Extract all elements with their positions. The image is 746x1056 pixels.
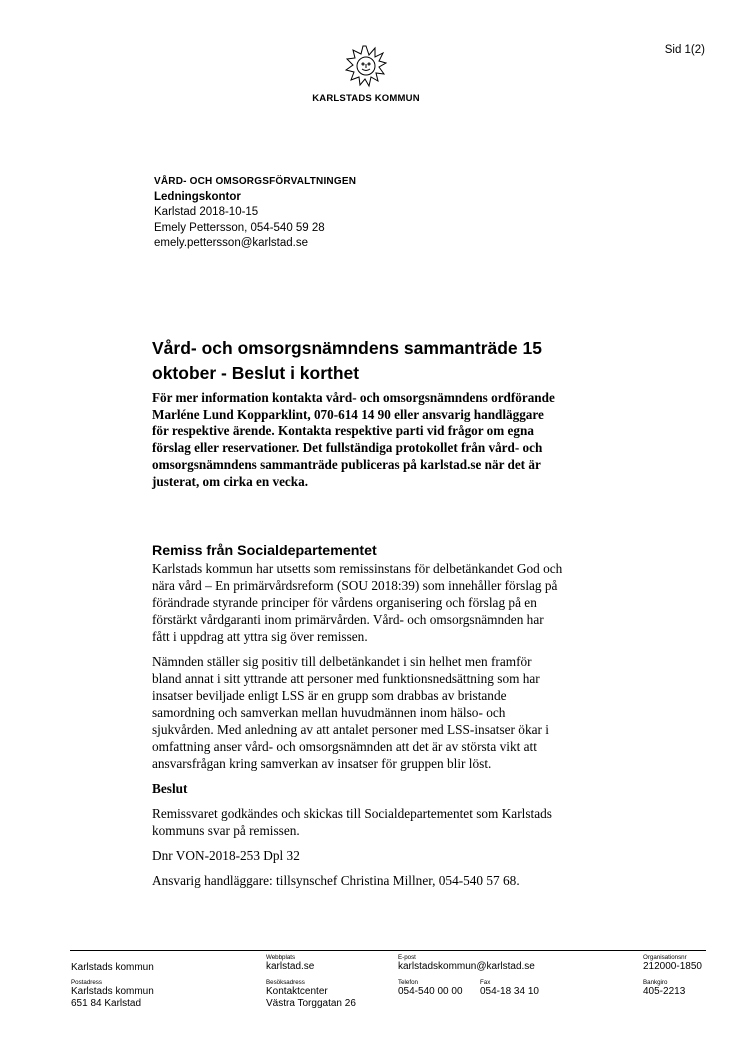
decision-heading: Beslut	[152, 781, 188, 796]
paragraph-line: förstärkt vårdgaranti inom primärvården. Vård- och omsorgsnämnden har	[152, 612, 544, 627]
footer-phone	[398, 979, 463, 998]
paragraph-line: Nämnden ställer sig positiv till delbetänkandet i sin helhet men framför	[152, 654, 532, 669]
visit-line: Västra Torggatan 26	[266, 998, 356, 1009]
postal-line: Karlstads kommun	[71, 986, 154, 997]
org-value: 212000-1850	[643, 961, 702, 972]
intro-line: För mer information kontakta vård- och omsorgsnämndens ordförande	[152, 390, 555, 405]
section-paragraph	[152, 653, 627, 772]
bank-label: Bankgiro	[643, 979, 668, 986]
contact-person: Emely Pettersson, 054-540 59 28	[154, 221, 325, 234]
responsible-officer: Ansvarig handläggare: tillsynschef Christina Millner, 054-540 57 68.	[152, 873, 520, 888]
karlstad-sun-logo-icon	[345, 44, 387, 88]
case-reference: Dnr VON-2018-253 Dpl 32	[152, 848, 300, 863]
visit-label: Besöksadress	[266, 979, 305, 986]
paragraph-line: kommuns svar på remissen.	[152, 823, 300, 838]
page-number: Sid 1(2)	[664, 44, 705, 56]
paragraph-line: samordning och samverkan mellan huvudmännen inom hälso- och	[152, 705, 506, 720]
org-label: Organisationsnr	[643, 954, 687, 961]
place-date: Karlstad 2018-10-15	[154, 206, 259, 218]
fax-value: 054-18 34 10	[480, 986, 539, 997]
section-remiss	[152, 542, 627, 897]
visit-line: Kontaktcenter	[266, 986, 328, 997]
paragraph-line: sjukvården. Med anledning av att antalet personer med LSS-insatser ökar i	[152, 722, 549, 737]
bank-value: 405-2213	[643, 986, 686, 997]
postal-label: Postadress	[71, 979, 102, 986]
intro-line: Marléne Lund Kopparklint, 070-614 14 90 eller ansvarig handläggare	[152, 406, 544, 422]
paragraph-line: Karlstads kommun har utsetts som remissinstans för delbetänkandet God och	[152, 561, 563, 576]
sender-block	[154, 174, 554, 252]
paragraph-line: Remissvaret godkändes och skickas till Socialdepartementet som Karlstads	[152, 806, 552, 821]
intro-paragraph	[152, 390, 627, 490]
intro-line: förslag eller reservationer. Det fullständiga protokollet från vård- och	[152, 440, 543, 456]
paragraph-line: omfattning anser vård- och omsorgsnämnden att det är av största vikt att	[152, 739, 537, 754]
web-value: karlstad.se	[266, 961, 315, 972]
intro-line: justerat, om cirka en vecka.	[152, 473, 309, 489]
fax-label: Fax	[480, 979, 491, 986]
footer-postal	[71, 979, 154, 1010]
contact-email: emely.pettersson@karlstad.se	[154, 237, 308, 249]
organization-name: KARLSTADS KOMMUN	[312, 93, 420, 104]
phone-value: 054-540 00 00	[398, 986, 463, 997]
title-line: oktober - Beslut i korthet	[152, 363, 360, 383]
footer-visit	[266, 979, 356, 1010]
paragraph-line: insatser beviljade enligt LSS är en grupp som drabbas av bristande	[152, 688, 507, 703]
office-name: Ledningskontor	[154, 190, 241, 203]
paragraph-line: förändrade styrande principer för vårdens organisering och förslag på en	[152, 595, 537, 610]
footer-bank	[643, 979, 685, 998]
intro-line: omsorgsnämndens sammanträde publiceras på karlstad.se när det är	[152, 456, 541, 472]
phone-label: Telefon	[398, 979, 418, 986]
footer-org	[643, 954, 702, 973]
document-title	[152, 336, 622, 386]
paragraph-line: ansvarsfrågan kring samverkan av insatser för gruppen blir löst.	[152, 756, 492, 771]
postal-line: 651 84 Karlstad	[71, 998, 142, 1009]
title-line: Vård- och omsorgsnämndens sammanträde 15	[152, 338, 542, 358]
department-name: VÅRD- OCH OMSORGSFÖRVALTNINGEN	[154, 176, 357, 187]
email-label: E-post	[398, 954, 416, 961]
intro-line: för respektive ärende. Kontakta respektive parti vid frågor om egna	[152, 423, 534, 439]
email-value: karlstadskommun@karlstad.se	[398, 961, 535, 972]
footer-divider	[70, 950, 706, 951]
decision-text	[152, 805, 627, 839]
web-label: Webbplats	[266, 954, 296, 961]
paragraph-line: bland annat i sitt yttrande att personer med funktionsnedsättning som har	[152, 671, 540, 686]
footer-email	[398, 954, 535, 973]
footer-fax	[480, 979, 539, 998]
section-paragraph	[152, 560, 627, 645]
paragraph-line: nära vård – En primärvårdsreform (SOU 2018:39) som innehåller förslag på	[152, 578, 558, 593]
footer-web	[266, 954, 314, 973]
footer-name: Karlstads kommun	[71, 962, 154, 973]
section-heading: Remiss från Socialdepartementet	[152, 543, 377, 559]
paragraph-line: fått i uppdrag att yttra sig över remissen.	[152, 629, 368, 644]
